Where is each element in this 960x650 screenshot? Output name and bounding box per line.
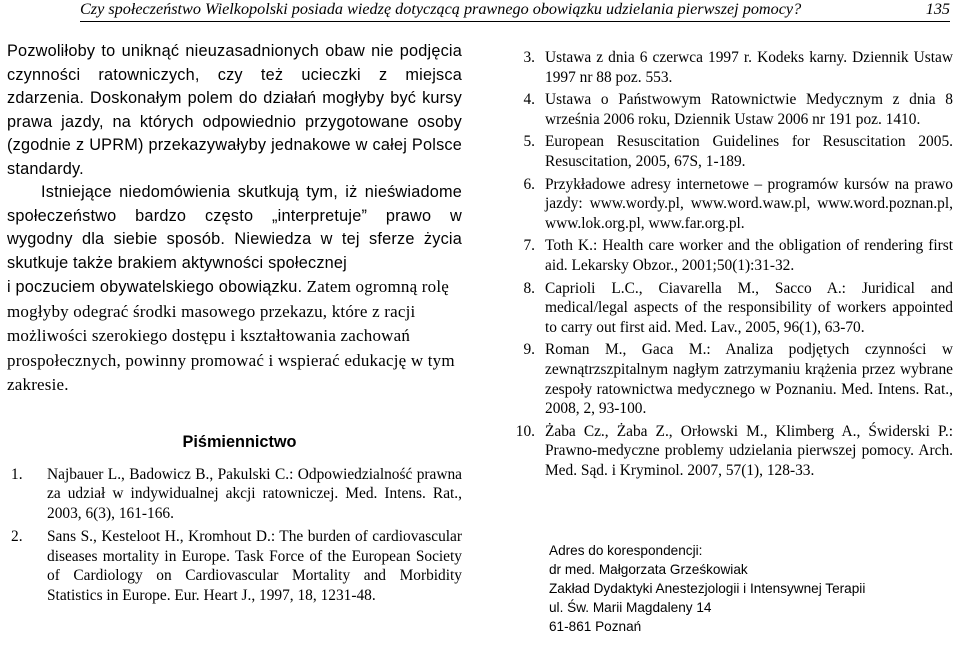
reference-number: 4. xyxy=(523,91,535,109)
reference-text: Przykładowe adresy internetowe – programów kursów na prawo jazdy: www.wordy.pl, www.word.waw.pl, www.word.poznan.pl, www.lok.org.pl, www.far.org.pl. xyxy=(545,175,953,232)
reference-text: Ustawa z dnia 6 czerwca 1997 r. Kodeks karny. Dziennik Ustaw 1997 nr 88 poz. 553. xyxy=(545,49,953,86)
page-number: 135 xyxy=(925,0,950,18)
reference-item xyxy=(505,90,953,129)
reference-number: 8. xyxy=(523,279,535,297)
reference-text: Caprioli L.C., Ciavarella M., Sacco A.: Juridical and medical/legal aspects of the responsibility of workers appointed to carry out first aid. Med. Lav., 2005, 96(1), 63-70. xyxy=(545,279,953,336)
reference-item xyxy=(505,132,953,171)
body-paragraph-3-rest: Zatem ogromną rolę mogłyby odegrać środki masowego przekazu, które z racji możliwości szerokiego dostępu i kształtowania zachowań prospołecznych, powinny promować i wspierać edukację w tym zakresie. xyxy=(7,277,455,394)
reference-text: Roman M., Gaca M.: Analiza podjętych czynności w zewnątrzszpitalnym nagłym zatrzymaniu krążenia przez wybrane zespoły ratownictwa medycznego w Poznaniu. Med. Intens. Rat., 2008, 2, 93-100. xyxy=(545,341,953,418)
reference-text: European Resuscitation Guidelines for Resuscitation 2005. Resuscitation, 2005, 67S, 1-189. xyxy=(545,133,953,170)
correspondence-address xyxy=(549,541,866,636)
reference-text: Najbauer L., Badowicz B., Pakulski C.: Odpowiedzialność prawna za udział w indywidualnej akcji ratowniczej. Med. Intens. Rat., 2003, 6(3), 161-166. xyxy=(47,465,462,522)
reference-number: 7. xyxy=(523,237,535,255)
reference-item xyxy=(505,340,953,418)
reference-text: Żaba Cz., Żaba Z., Orłowski M., Klimberg A., Świderski P.: Prawno-medyczne problemy udzielania pierwszej pomocy. Arch. Med. Sąd. i Kryminol. 2007, 57(1), 128-33. xyxy=(545,422,953,479)
header-rule xyxy=(80,21,950,22)
body-paragraph-1: Pozwoliłoby to uniknąć nieuzasadnionych obaw nie podjęcia czynności ratowniczych, czy też ucieczki z miejsca zdarzenia. Doskonałym polem do działań mogłyby być kursy prawa jazdy, na których odpowiednio przygotowane osoby (zgodnie z UPRM) przekazywałyby jednakowe w całej Polsce standardy. xyxy=(7,42,462,178)
correspondence-name: dr med. Małgorzata Grześkowiak xyxy=(549,562,748,577)
references-list-right xyxy=(505,48,953,480)
reference-number: 9. xyxy=(523,341,535,359)
reference-text: Ustawa o Państwowym Ratownictwie Medycznym z dnia 8 września 2006 roku, Dziennik Ustaw 2006 nr 191 poz. 1410. xyxy=(545,91,953,128)
correspondence-city: 61-861 Poznań xyxy=(549,619,642,634)
correspondence-label: Adres do korespondencji: xyxy=(549,543,703,558)
right-column xyxy=(505,48,953,483)
reference-item xyxy=(505,279,953,338)
reference-text: Toth K.: Health care worker and the obligation of rendering first aid. Lekarsky Obzor., 2001;50(1):31-32. xyxy=(545,237,953,274)
body-paragraph-3-first-line xyxy=(7,275,462,398)
reference-number: 10. xyxy=(515,422,535,440)
reference-number: 2. xyxy=(11,528,23,546)
running-header xyxy=(80,0,950,20)
reference-number: 3. xyxy=(523,49,535,66)
references-list-left xyxy=(7,465,462,606)
reference-item xyxy=(505,422,953,481)
reference-item xyxy=(505,236,953,275)
body-paragraph-3-line1: i poczuciem obywatelskiego obowiązku. xyxy=(7,278,303,296)
reference-number: 1. xyxy=(11,465,23,483)
correspondence-street: ul. Św. Marii Magdaleny 14 xyxy=(549,600,712,615)
left-column xyxy=(7,40,462,610)
reference-item xyxy=(505,175,953,234)
reference-item xyxy=(7,527,462,605)
reference-item xyxy=(7,465,462,524)
reference-number: 5. xyxy=(523,133,535,151)
body-paragraph-2: Istniejące niedomówienia skutkują tym, iż nieświadome społeczeństwo bardzo często „interpretuje” prawo w wygodny dla siebie sposób. Niewiedza w tej sferze życia skutkuje także brakiem aktywności społecznej xyxy=(7,183,462,272)
running-header-title: Czy społeczeństwo Wielkopolski posiada wiedzę dotyczącą prawnego obowiązku udzielania pierwszej pomocy? xyxy=(80,0,802,18)
correspondence-department: Zakład Dydaktyki Anestezjologii i Intensywnej Terapii xyxy=(549,581,866,596)
references-heading: Piśmiennictwo xyxy=(182,432,297,451)
reference-text: Sans S., Kesteloot H., Kromhout D.: The burden of cardiovascular diseases mortality in Europe. Task Force of the European Society of Cardiology on Cardiovascular Mortality and Morbidity Statistics in Europe. Eur. Heart J., 1997, 18, 1231-48. xyxy=(47,528,462,605)
reference-item xyxy=(505,48,953,87)
reference-number: 6. xyxy=(523,175,535,193)
